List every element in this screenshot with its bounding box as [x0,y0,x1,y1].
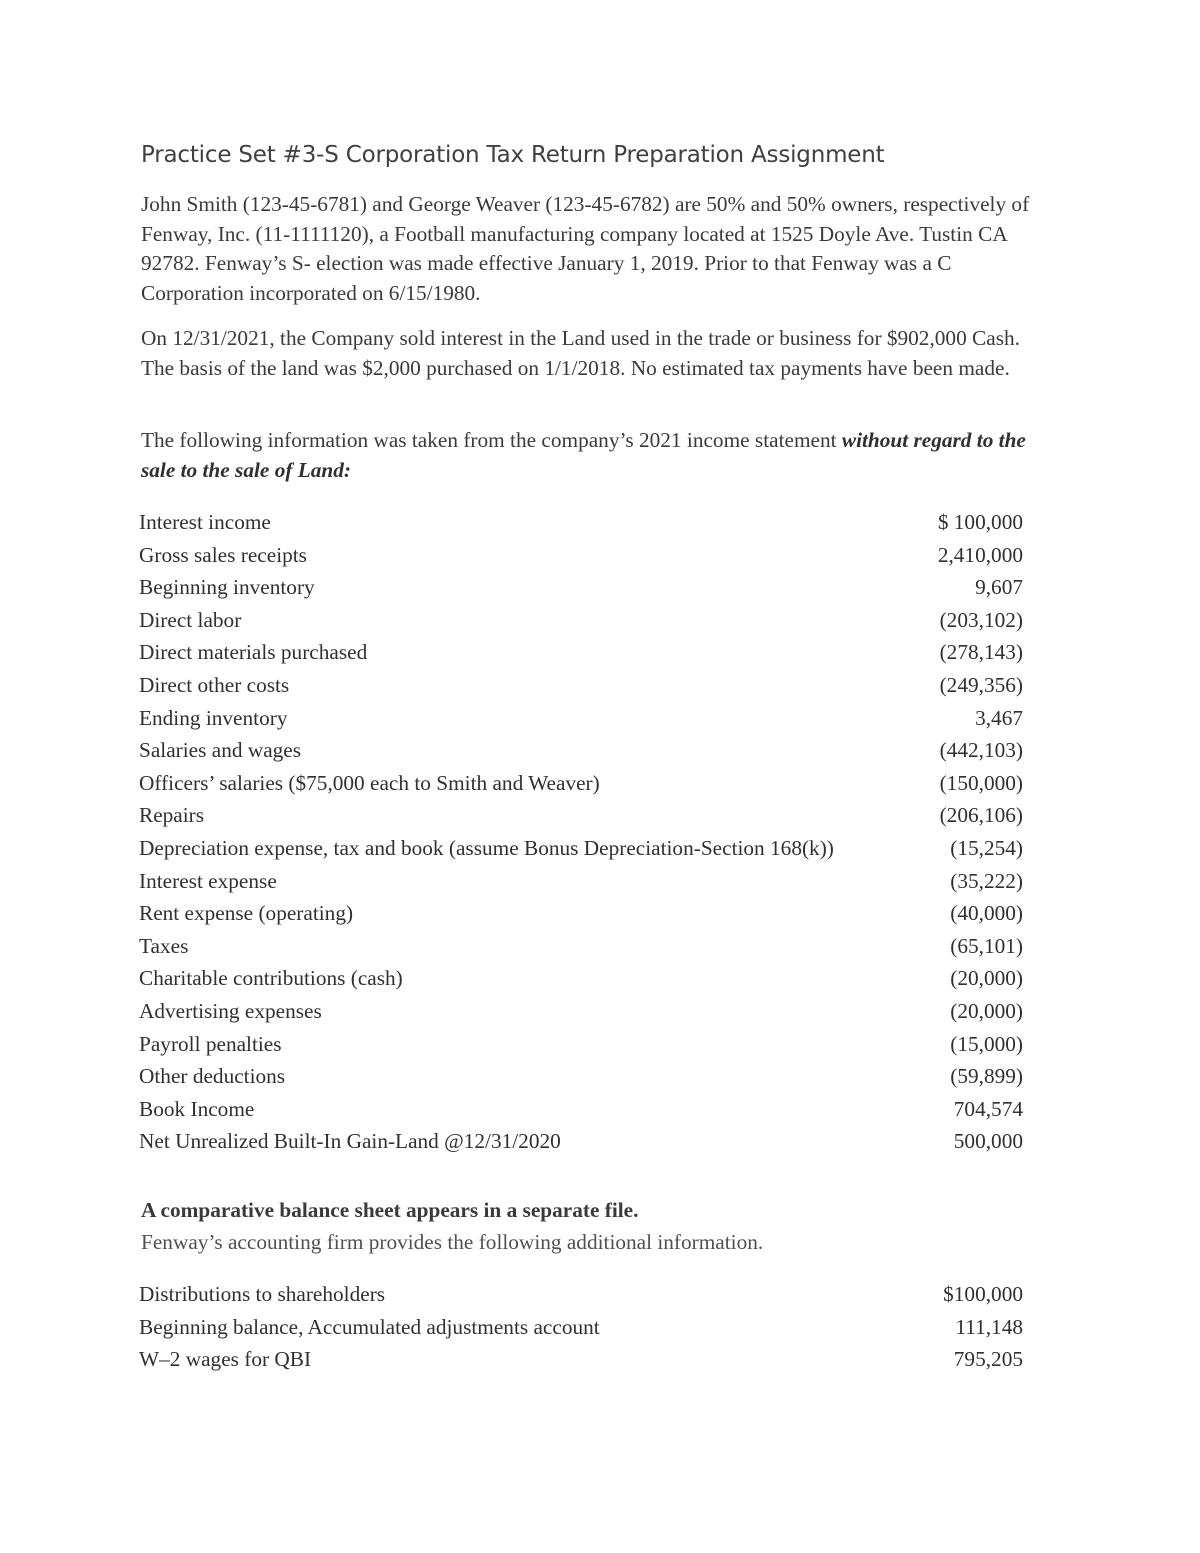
table-row [139,734,1023,767]
row-amount: (150,000) [939,770,1023,795]
row-label: Taxes [139,933,189,958]
table-row [139,865,1023,898]
row-label: Rent expense (operating) [139,901,354,926]
land-sale-paragraph: On 12/31/2021, the Company sold interest in the Land used in the trade or business for $902,000 Cash. The basis of the land was $2,000 purchased on 1/1/2018. No estimated tax payments have been made. [141,326,1020,380]
row-amount: (20,000) [950,966,1023,991]
row-label: Salaries and wages [139,738,302,763]
income-statement-table [139,506,1023,1158]
row-label: Book Income [139,1096,255,1121]
row-amount: (206,106) [939,803,1023,828]
table-row [139,1311,1023,1344]
row-amount: $100,000 [943,1282,1023,1306]
table-row [139,604,1023,637]
row-amount: (278,143) [939,640,1023,665]
row-label: Beginning balance, Accumulated adjustments account [139,1314,600,1339]
row-label: Net Unrealized Built-In Gain-Land @12/31/2020 [139,1129,561,1154]
row-label: Repairs [139,803,205,828]
table-row [139,1343,1023,1376]
row-label: Other deductions [139,1064,286,1089]
row-label: Advertising expenses [139,998,322,1023]
row-label: Direct other costs [139,672,290,697]
row-label: Charitable contributions (cash) [139,966,403,991]
table-row [139,506,1023,539]
row-amount: 3,467 [975,705,1023,730]
row-amount: 795,205 [953,1347,1023,1372]
row-label: Interest income [139,510,271,534]
table-row [139,571,1023,604]
row-amount: (249,356) [939,672,1023,697]
row-label: Direct labor [139,607,242,632]
row-amount: (59,899) [950,1064,1023,1089]
row-label: Gross sales receipts [139,542,307,567]
row-amount: 111,148 [955,1314,1023,1339]
table-row [139,1093,1023,1126]
row-label: Interest expense [139,868,277,893]
row-label: Distributions to shareholders [139,1282,386,1306]
table-row [139,897,1023,930]
row-amount: (65,101) [950,933,1023,958]
row-amount: 9,607 [975,575,1023,600]
table-row [139,1278,1023,1311]
row-amount: (203,102) [939,607,1023,632]
table-row [139,1125,1023,1158]
accounting-firm-note: Fenway’s accounting firm provides the following additional information. [141,1230,764,1254]
table-row [139,1060,1023,1093]
row-label: W–2 wages for QBI [139,1347,312,1372]
row-amount: (20,000) [950,998,1023,1023]
balance-sheet-note: A comparative balance sheet appears in a separate file. [141,1198,639,1222]
row-amount: (35,222) [950,868,1023,893]
row-label: Ending inventory [139,705,288,730]
income-statement-intro-emphasis: without regard to the sale to the sale of Land: [141,428,1026,482]
intro-paragraph: John Smith (123-45-6781) and George Weaver (123-45-6782) are 50% and 50% owners, respectively of Fenway, Inc. (11-1111120), a Football manufacturing company located at 1525 Doyle Ave. Tustin CA 92782. Fenway’s S- election was made effective January 1, 2019. Prior to that Fenway was a C Corporation incorporated on 6/15/1980. [141,192,1030,305]
table-row [139,539,1023,572]
table-row [139,702,1023,735]
table-row [139,799,1023,832]
table-row [139,1028,1023,1061]
table-row [139,832,1023,865]
row-amount: (15,000) [950,1031,1023,1056]
row-amount: (15,254) [950,835,1023,860]
row-label: Beginning inventory [139,575,315,600]
table-row [139,767,1023,800]
row-label: Officers’ salaries ($75,000 each to Smith and Weaver) [139,770,600,795]
table-row [139,636,1023,669]
row-amount: (40,000) [950,901,1023,926]
row-amount: $ 100,000 [937,510,1023,534]
row-label: Depreciation expense, tax and book (assume Bonus Depreciation-Section 168(k)) [139,835,834,860]
additional-info-table [139,1278,1023,1376]
table-row [139,995,1023,1028]
table-row [139,669,1023,702]
row-amount: (442,103) [939,738,1023,763]
document-title: Practice Set #3-S Corporation Tax Return Preparation Assignment [141,142,885,168]
table-row [139,930,1023,963]
row-label: Payroll penalties [139,1031,282,1056]
row-amount: 500,000 [953,1129,1023,1154]
row-label: Direct materials purchased [139,640,368,665]
row-amount: 704,574 [953,1096,1023,1121]
row-amount: 2,410,000 [937,542,1023,567]
income-statement-intro [141,426,1051,485]
income-statement-intro-lead: The following information was taken from the company’s 2021 income statement [141,428,842,452]
table-row [139,962,1023,995]
